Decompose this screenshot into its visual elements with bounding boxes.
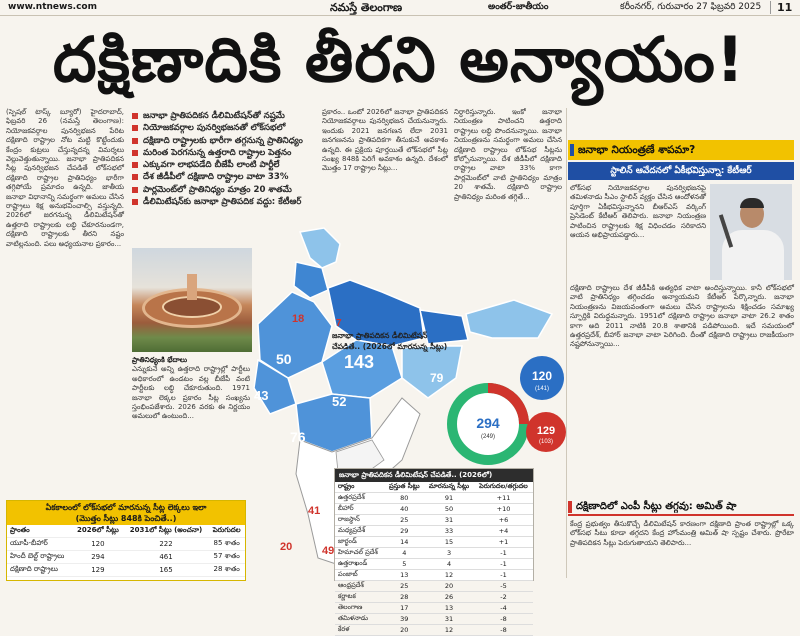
pie-up-note: (141) [534,386,550,392]
sidebar-second-headline: దక్షిణాదిలో ఎంపీ సీట్లు తగ్గవు: అమిత్ షా [568,498,794,516]
seat-pies [450,342,568,468]
table-row: కర్ణాటక 28 26 -2 [335,592,533,603]
highlights-list [132,110,320,246]
seat-change-grid [335,482,533,636]
edition-date: కరీంనగర్, గురువారం 27 ఫిబ్రవరి 2025 [620,2,762,12]
projection-table-title: ఏకకాలంలో లోక్‌సభలో మారనున్న సీట్ల లెక్కలు ఇలా (మొత్తం సీట్లు 848కి పెంచితే..) [7,501,245,525]
table-row: మధ్యప్రదేశ్ 29 33 +4 [335,526,533,537]
headline: దక్షిణాదికి తీరని అన్యాయం! [52,23,746,96]
bullet-square-icon [132,199,138,205]
table-row: కేరళ 20 12 -8 [335,625,533,636]
pie-south-note: (249) [480,434,496,440]
sidebar-second-body: కేంద్ర ప్రభుత్వం తీసుకొచ్చే డీలిమిటేషన్ కారణంగా దక్షిణాది ప్రాంత రాష్ట్రాల్లో ఒక్క లోక్‌సభ సీటు కూడా తగ్గదని కేంద్ర హోంమంత్రి అమిత్ షా స్పష్టం చేశారు. ప్రొరేటా ప్రాతిపదికన సీట్లు పెరుగుతాయని తెలిపారు... [570,520,794,547]
masthead [0,0,800,16]
table-row: జార్ఖండ్ 14 15 +1 [335,537,533,548]
table-row: దక్షిణాది రాష్ట్రాలు 129 165 28 శాతం [7,564,245,577]
map-label-north: 18 [292,313,305,325]
article-column-under-photo [132,356,250,496]
highlight-item: డీలిమిటేషన్‌కు జనాభా ప్రాతిపదిక వద్దు: కేటీఆర్ [132,196,320,208]
map-legend-line2: చేపడితే.. (2026లో మారనున్న సీట్లు) [332,342,448,351]
map-legend [332,330,458,370]
map-label-nw: 7 [336,318,342,329]
map-label-south-a: 41 [308,505,321,517]
map-label-south-c: 49 [322,545,335,557]
map-label-maharashtra: 76 [290,429,306,445]
highlight-item: మరింత పెరగనున్న ఉత్తరాది రాష్ట్రాల పెత్తనం [132,147,320,159]
map-legend-line1: జనాభా ప్రాతిపదికన డీలిమిటేషన్ [332,331,428,340]
parliament-photo [132,248,252,352]
column-divider [566,108,567,578]
table-row: హిమాచల్ ప్రదేశ్ 4 3 -1 [335,548,533,559]
map-label-mp: 52 [332,394,347,409]
map-label-gujarat: 43 [254,388,269,403]
highlight-item: పార్లమెంట్‌లో ప్రాతినిధ్యం మాత్రం 20 శాతమే [132,184,320,196]
table-header-cell: పెరుగుదల/తగ్గుదల [474,482,533,493]
bullet-square-icon [132,138,138,144]
column-body: ఎన్నుకునే అన్ని ఉత్తరాది రాష్ట్రాల్లో పార్టీలు అధికారంలో ఉండటం వల్ల బీజేపీ వంటి పార్టీలకు లబ్ధి చేకూరుతుంది. 1971 జనాభా లెక్కల ప్రకారం సీట్ల సంఖ్యను స్తంభింపజేశారు. 2026 వరకు ఈ నిర్ణయం అమలులో ఉంటుంది... [132,365,250,421]
bullet-square-icon [132,162,138,168]
pie-bihar-value: 129 [536,425,556,437]
bullet-square-icon [132,125,138,131]
projection-table [6,500,246,581]
bullet-square-icon [132,150,138,156]
table-row: తమిళనాడు 39 31 -8 [335,614,533,625]
map-label-bihar: 79 [430,371,444,385]
table-row: పంజాబ్ 13 12 -1 [335,570,533,581]
table-row: రాజస్థాన్ 25 31 +6 [335,515,533,526]
projection-grid [7,525,245,577]
column-subhead: ప్రాతినిధ్యంకి భేదాలు [132,356,188,364]
map-northeast-region [466,300,552,338]
table-row: ఉత్తరప్రదేశ్ 80 91 +11 [335,493,533,504]
article-column-center: నిర్ధారిస్తున్నారు. ఇంకో జనాభా నియంత్రణ పాటించని ఉత్తరాది రాష్ట్రాలు లబ్ధి పొందనున్నాయి. జనాభా నియంత్రణను సమర్థంగా అమలు చేసిన దక్షిణాది రాష్ట్రాలు లోక్‌సభ సీట్లను కోల్పోనున్నాయి. దేశ జీడీపీలో దక్షిణాది రాష్ట్రాల వాటా 33% కాగా పార్లమెంట్‌లో వాటి ప్రాతినిధ్యం మాత్రం 20 శాతమే. దక్షిణాది రాష్ట్రాల ప్రాతినిధ్యం మరింత తగ్గితే... [454,108,562,201]
article-column-left: (స్పెషల్ టాస్క్ బ్యూరో) హైదరాబాద్, ఫిబ్రవరి 26 (నమస్తే తెలంగాణ): నియోజకవర్గాల పునర్విభజన పేరిట దక్షిణాది రాష్ట్రాల నోట మట్టి కొట్టేందుకు కేంద్రం కుట్రలు చేస్తున్నదన్న విమర్శలు వెల్లువెత్తుతున్నాయి. జనాభా ప్రాతిపదికన సీట్ల పునర్విభజన చేపడితే లోక్‌సభలో దక్షిణాది రాష్ట్రాల ప్రాతినిధ్యం భారీగా తగ్గిపోయే ప్రమాదం ఉన్నది. జాతీయ జనాభా విధానాన్ని సమర్థంగా అమలు చేసిన రాష్ట్రాలు శిక్ష అనుభవించాల్సి వస్తున్నది. 2026లో జరగనున్న డీలిమిటేషన్‌తో ఉత్తరాది రాష్ట్రాలకు లబ్ధి చేకూరనుండగా, దక్షిణాది రాష్ట్రాలకు తీరని నష్టం వాటిల్లనుంది. పలు అధ్యయనాల ప్రకారం... [6,108,124,248]
table-header-cell: ప్రస్తుత సీట్లు [385,482,425,493]
speaker-photo [710,184,792,280]
pie-bihar-note: (103) [538,439,554,445]
table-row: ఉత్తరాఖండ్ 5 4 -1 [335,559,533,570]
seat-change-table-title: జనాభా ప్రాతిపదికన డీలిమిటేషన్ చేపడితే.. (2026లో) [335,469,533,482]
highlight-item: దక్షిణాది రాష్ట్రాలకు భారీగా తగ్గనున్న ప్రాతినిధ్యం [132,135,320,147]
table-row: యూపీ-బీహార్ 120 222 85 శాతం [7,538,245,551]
table-header-cell: మారనున్న సీట్లు [424,482,474,493]
table-row: ఆంధ్రప్రదేశ్ 25 20 -5 [335,581,533,592]
site-url[interactable]: www.ntnews.com [8,2,97,12]
parliament-tower-shape [187,274,197,300]
highlight-item: దేశ జీడీపీలో దక్షిణాది రాష్ట్రాల వాటా 33% [132,171,320,183]
bullet-square-icon [132,187,138,193]
map-label-rajasthan: 50 [276,351,292,367]
table-header-row: ప్రాంతం 2026లో సీట్లు 2031లో సీట్లు (అంచనా) పెరుగుదల [7,525,245,538]
bullet-square-icon [132,113,138,119]
speaker-shirt-shape [722,230,784,286]
table-header-row [335,482,533,493]
seat-change-table [334,468,534,634]
table-header-cell: రాష్ట్రం [335,482,385,493]
newspaper-brand: నమస్తే తెలంగాణ [330,1,403,14]
highlight-item: జనాభా ప్రాతిపదికన డీలిమిటేషన్‌తో నష్టమే [132,110,320,122]
speaker-hair-shape [740,198,764,208]
page-number: 11 [770,1,792,14]
table-row: హిందీ బెల్ట్ రాష్ట్రాలు 294 461 57 శాతం [7,551,245,564]
map-label-up: 143 [344,352,375,372]
bullet-square-icon [132,174,138,180]
article-column-middle: ప్రకారం.. ఒంటో 2026లో జనాభా ప్రాతిపదికన నియోజకవర్గాలు పునర్విభజన చేయనున్నారు. ఇందుకు 2021 జనగణన లేదా 2031 జనగణనను ప్రాతిపదికగా తీసుకునే అవకాశం ఉన్నది. ఈ ప్రక్రియ పూర్తయితే లోక్‌సభలో సీట్ల సంఖ్య 848కి పెరిగే అవకాశం ఉన్నది. దేశంలో మొత్తం 17 రాష్ట్రాల సీట్లు... [322,108,448,173]
sidebar-subhead: స్టాలిన్ ఆవేదనలో ఏకీభవిస్తున్నా: కేటీఆర్ [568,162,794,180]
sidebar-headline: జనాభా నియంత్రణే శాపమా? [568,140,794,160]
section-title: అంతర్-జాతీయం [488,2,549,12]
map-label-south-b: 20 [280,541,293,553]
highlight-item: నియోజకవర్గాల పునర్విభజనతో లోక్‌సభలో [132,122,320,134]
sidebar-text-body: దక్షిణాది రాష్ట్రాలు దేశ జీడీపీకి అత్యధిక వాటా అందిస్తున్నాయి. కానీ లోక్‌సభలో వాటి ప్రాతినిధ్యం తగ్గించడం అన్యాయమని కేటీఆర్ పేర్కొన్నారు. జనాభా నియంత్రణను విజయవంతంగా అమలు చేసిన రాష్ట్రాలను శిక్షించడం సమాఖ్య స్ఫూర్తికి విరుద్ధమన్నారు. 1951లో దక్షిణాది రాష్ట్రాల జనాభా వాటా 26.2 శాతం కాగా అది 2011 నాటికి 20.8 శాతానికి పడిపోయింది. ఇదే సమయంలో ఉత్తరప్రదేశ్, బీహార్ జనాభా వాటా పెరిగింది. దీంతో దక్షిణాది రాష్ట్రాలు రాజకీయంగా నష్టపోనున్నాయి... [570,284,794,349]
sidebar-text-intro: లోక్‌సభ నియోజకవర్గాల పునర్విభజనపై తమిళనాడు సీఎం స్టాలిన్ వ్యక్తం చేసిన ఆందోళనతో పూర్తిగా ఏకీభవిస్తున్నానని బీఆర్‌ఎస్ వర్కింగ్ ప్రెసిడెంట్ కేటీఆర్ తెలిపారు. జనాభా నియంత్రణ పాటించిన రాష్ట్రాలకు శిక్ష విధించడం సరికాదని ఆయన అభిప్రాయపడ్డారు... [570,184,706,240]
map-north-region [300,228,340,268]
table-row: తెలంగాణ 17 13 -4 [335,603,533,614]
table-row: బీహార్ 40 50 +10 [335,504,533,515]
map-rajasthan-region [258,292,332,378]
pie-up-value: 120 [531,369,553,383]
pie-south-value: 294 [476,415,500,431]
highlight-item: ఎక్కువగా లాభపడేది బీజేపీ లాంటి పార్టీలే [132,159,320,171]
